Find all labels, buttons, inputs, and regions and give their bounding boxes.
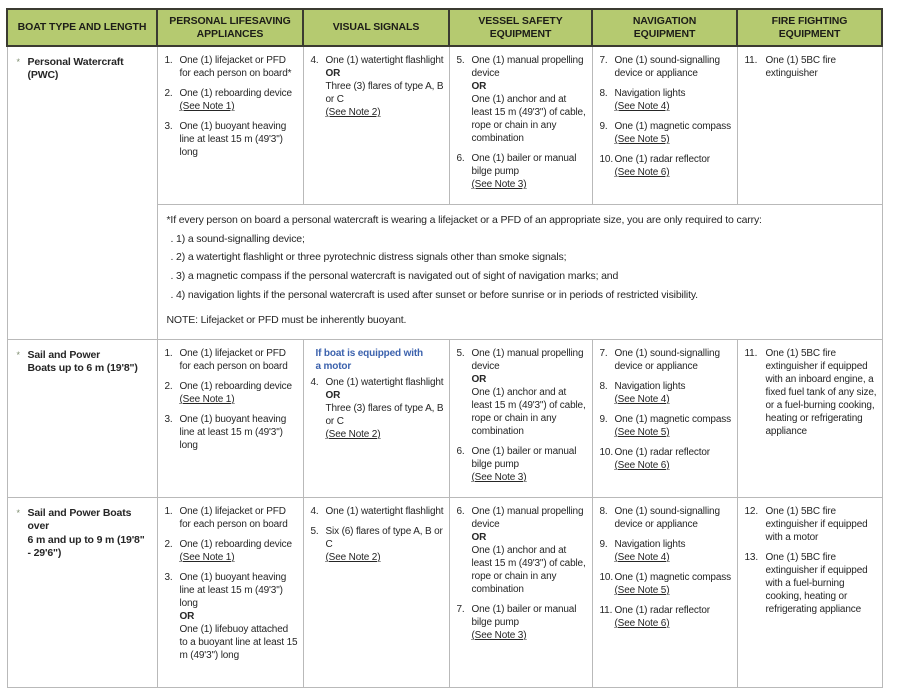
motor-condition-label: If boat is equipped with a motor	[315, 347, 424, 372]
equipment-item	[600, 347, 733, 373]
item-text	[766, 505, 878, 544]
item-text	[472, 347, 588, 438]
item-number: 1.	[164, 505, 173, 517]
item-text	[615, 380, 733, 406]
item-number: 6.	[456, 153, 465, 164]
item-number: 8.	[599, 505, 608, 517]
item-part: Six (6) flares of type A, B or C	[325, 525, 443, 550]
equipment-item	[311, 525, 445, 564]
item-part: One (1) bailer or manual bilge pump	[471, 153, 577, 177]
item-part: OR	[471, 531, 487, 543]
item-text	[766, 347, 878, 438]
item-part: One (1) lifejacket or PFD for each person on board*	[179, 55, 292, 79]
item-number: 5.	[456, 347, 465, 359]
item-text	[615, 54, 733, 80]
item-part: One (1) anchor and at least 15 m (49'3") of cable, rope or chain in any combination	[471, 386, 586, 437]
item-text	[180, 538, 299, 564]
item-part: One (1) lifebuoy attached to a buoyant line at least 15 m (49'3") long	[179, 623, 298, 661]
item-text	[180, 380, 299, 406]
item-part: One (1) reboarding device	[179, 88, 292, 99]
item-text	[615, 446, 733, 472]
equipment-item	[600, 87, 733, 113]
item-number: 3.	[164, 413, 173, 425]
note-line: NOTE: Lifejacket or PFD must be inherently buoyant.	[166, 314, 407, 327]
equipment-cell-vessel	[449, 497, 592, 687]
item-number: 2.	[164, 538, 173, 550]
equipment-cell-visual	[303, 339, 449, 497]
item-number: 11.	[599, 604, 613, 616]
item-part: OR	[325, 68, 341, 79]
item-text	[615, 413, 733, 439]
equipment-item	[311, 54, 445, 119]
item-part: One (1) magnetic compass	[614, 121, 731, 132]
boat-type	[17, 349, 153, 376]
item-text	[180, 505, 299, 531]
item-number: 7.	[599, 347, 608, 359]
equipment-item	[457, 505, 588, 596]
item-part: One (1) sound-signalling device or appliance	[614, 505, 720, 530]
item-text	[472, 152, 588, 191]
equipment-cell-visual	[303, 46, 449, 205]
equipment-item	[457, 603, 588, 642]
item-text	[180, 347, 299, 373]
see-note-link[interactable]: (See Note 5)	[614, 134, 670, 145]
item-number: 3.	[164, 121, 173, 132]
equipment-item	[165, 380, 299, 406]
item-text	[615, 87, 733, 113]
note-line: . 4) navigation lights if the personal watercraft is used after sunset or before sunrise or in periods of restricted visibility.	[170, 288, 698, 301]
item-number: 10.	[599, 154, 613, 165]
item-text	[180, 120, 299, 159]
item-part: One (1) buoyant heaving line at least 15 m (49'3") long	[179, 121, 287, 158]
item-number: 3.	[164, 571, 173, 583]
equipment-item	[600, 571, 733, 597]
equipment-item	[457, 152, 588, 191]
item-number: 4.	[310, 505, 319, 517]
item-number: 12.	[744, 505, 758, 517]
item-number: 9.	[599, 121, 608, 132]
equipment-cell-fire	[737, 339, 882, 497]
item-part: One (1) watertight flashlight	[325, 55, 444, 66]
equipment-cell-fire	[737, 46, 882, 205]
equipment-item	[600, 413, 733, 439]
pwc-exemption-note	[157, 205, 882, 340]
column-header-boat-type: BOAT TYPE AND LENGTH	[7, 9, 157, 46]
equipment-item	[600, 604, 733, 630]
item-part: One (1) 5BC fire extinguisher if equipped with a fuel-burning cooking, heating or refrigerating appliance	[765, 551, 868, 615]
item-part: Navigation lights	[614, 380, 686, 392]
boat-type	[17, 507, 153, 561]
equipment-cell-lifesaving	[157, 339, 303, 497]
equipment-item	[600, 380, 733, 406]
boat-type	[17, 56, 153, 83]
table-row	[7, 339, 882, 497]
item-text	[326, 525, 445, 564]
equipment-item	[745, 347, 878, 438]
item-text	[180, 54, 299, 80]
note-line: *If every person on board a personal watercraft is wearing a lifejacket or a PFD of an appropriate size, you are only required to carry:	[166, 214, 762, 226]
equipment-item	[311, 505, 445, 518]
item-part: One (1) manual propelling device	[471, 55, 584, 79]
equipment-item	[745, 505, 878, 544]
column-header-fire-fighting: FIRE FIGHTING EQUIPMENT	[737, 9, 882, 46]
item-text	[615, 120, 733, 146]
equipment-cell-nav	[592, 497, 737, 687]
item-part: One (1) lifejacket or PFD for each person on board	[179, 347, 288, 372]
item-text	[180, 571, 299, 662]
see-note-link[interactable]: (See Note 6)	[614, 459, 670, 471]
item-part: One (1) manual propelling device	[471, 347, 584, 372]
equipment-item	[165, 120, 299, 159]
item-text	[615, 571, 733, 597]
equipment-item	[165, 571, 299, 662]
item-text	[326, 54, 445, 119]
equipment-item	[457, 54, 588, 145]
boat-type-cell	[7, 46, 157, 339]
see-note-link[interactable]: (See Note 5)	[614, 426, 670, 438]
bullet-icon: *	[16, 507, 20, 518]
item-part: One (1) magnetic compass	[614, 571, 731, 583]
item-part: One (1) sound-signalling device or appliance	[614, 55, 720, 79]
item-number: 7.	[599, 55, 608, 66]
equipment-cell-vessel	[449, 339, 592, 497]
item-number: 5.	[456, 55, 465, 66]
item-number: 8.	[599, 380, 608, 392]
see-note-link[interactable]: (See Note 2)	[325, 107, 381, 118]
boat-type-label: Sail and Power Boats over 6 m and up to 9 m (19'8" - 29'6")	[27, 506, 145, 560]
item-part: One (1) manual propelling device	[471, 505, 584, 530]
item-part: One (1) 5BC fire extinguisher	[765, 55, 836, 79]
equipment-item	[600, 54, 733, 80]
equipment-item	[311, 376, 445, 441]
item-number: 9.	[599, 538, 608, 550]
item-part: One (1) reboarding device	[179, 380, 292, 392]
equipment-item	[457, 347, 588, 438]
item-number: 6.	[456, 505, 465, 517]
equipment-cell-lifesaving	[157, 497, 303, 687]
equipment-item	[745, 551, 878, 616]
item-text	[472, 505, 588, 596]
item-part: One (1) anchor and at least 15 m (49'3") of cable, rope or chain in any combination	[471, 544, 586, 595]
item-part: One (1) radar reflector	[614, 604, 710, 616]
item-number: 6.	[456, 445, 465, 457]
bullet-icon: *	[16, 349, 20, 360]
boat-type-label: Personal Watercraft (PWC)	[27, 56, 124, 82]
equipment-item	[165, 87, 299, 113]
equipment-item	[600, 446, 733, 472]
item-number: 8.	[599, 88, 608, 99]
item-part: Navigation lights	[614, 538, 686, 550]
item-part: One (1) sound-signalling device or appliance	[614, 347, 720, 372]
item-number: 11.	[744, 55, 758, 66]
see-note-link[interactable]: (See Note 3)	[471, 629, 527, 641]
equipment-item	[165, 413, 299, 452]
column-header-lifesaving: PERSONAL LIFESAVING APPLIANCES	[157, 9, 303, 46]
equipment-item	[165, 538, 299, 564]
equipment-cell-vessel	[449, 46, 592, 205]
column-header-vessel-safety: VESSEL SAFETY EQUIPMENT	[449, 9, 592, 46]
item-number: 11.	[744, 347, 758, 359]
item-part: Navigation lights	[614, 88, 686, 99]
item-number: 7.	[456, 603, 465, 615]
item-number: 4.	[310, 376, 319, 388]
equipment-cell-fire	[737, 497, 882, 687]
item-number: 10.	[599, 446, 613, 458]
see-note-link[interactable]: (See Note 4)	[614, 551, 670, 563]
equipment-cell-lifesaving	[157, 46, 303, 205]
equipment-item	[600, 153, 733, 179]
item-part: OR	[471, 81, 487, 92]
item-text	[766, 551, 878, 616]
header-row	[7, 9, 882, 46]
column-header-navigation: NAVIGATION EQUIPMENT	[592, 9, 737, 46]
see-note-link[interactable]: (See Note 1)	[179, 551, 235, 563]
item-part: One (1) reboarding device	[179, 538, 292, 550]
boat-type-cell	[7, 497, 157, 687]
item-part: Three (3) flares of type A, B or C	[325, 81, 444, 105]
table-row	[7, 46, 882, 205]
item-part: One (1) radar reflector	[614, 154, 710, 165]
equipment-item	[165, 347, 299, 373]
item-number: 1.	[164, 347, 173, 359]
item-part: One (1) lifejacket or PFD for each person on board	[179, 505, 288, 530]
safety-equipment-table	[6, 8, 883, 688]
item-number: 13.	[744, 551, 758, 563]
item-text	[766, 54, 878, 80]
equipment-item	[457, 445, 588, 484]
equipment-item	[600, 538, 733, 564]
item-number: 10.	[599, 571, 613, 583]
see-note-link[interactable]: (See Note 3)	[471, 471, 527, 483]
see-note-link[interactable]: (See Note 5)	[614, 584, 670, 596]
equipment-item	[165, 505, 299, 531]
see-note-link[interactable]: (See Note 6)	[614, 167, 670, 178]
equipment-item	[745, 54, 878, 80]
item-part: One (1) bailer or manual bilge pump	[471, 603, 577, 628]
equipment-item	[600, 505, 733, 531]
item-part: One (1) bailer or manual bilge pump	[471, 445, 577, 470]
item-number: 2.	[164, 88, 173, 99]
see-note-link[interactable]: (See Note 1)	[179, 393, 235, 405]
table-row	[7, 497, 882, 687]
see-note-link[interactable]: (See Note 1)	[179, 101, 235, 112]
item-part: One (1) 5BC fire extinguisher if equipped with an inboard engine, a fixed fuel tank of any size, or a fuel-burning cooking, heating or refrigerating appliance	[765, 347, 877, 437]
item-text	[472, 54, 588, 145]
note-line: . 2) a watertight flashlight or three pyrotechnic distress signals other than smoke signals;	[170, 251, 567, 264]
note-line: . 1) a sound-signalling device;	[170, 232, 305, 245]
item-text	[615, 538, 733, 564]
bullet-icon: *	[16, 57, 20, 67]
equipment-item	[165, 54, 299, 80]
item-part: OR	[471, 373, 487, 385]
item-text	[615, 604, 733, 630]
see-note-link[interactable]: (See Note 4)	[614, 101, 670, 112]
item-text	[180, 87, 299, 113]
equipment-item	[600, 120, 733, 146]
item-text	[326, 505, 445, 518]
column-header-visual-signals: VISUAL SIGNALS	[303, 9, 449, 46]
item-part: One (1) magnetic compass	[614, 413, 731, 425]
item-number: 4.	[310, 55, 319, 66]
equipment-cell-nav	[592, 46, 737, 205]
item-number: 5.	[310, 525, 319, 537]
item-part: One (1) watertight flashlight	[325, 376, 444, 388]
item-text	[615, 347, 733, 373]
equipment-cell-nav	[592, 339, 737, 497]
item-part: One (1) radar reflector	[614, 446, 710, 458]
item-text	[615, 505, 733, 531]
item-number: 1.	[164, 55, 173, 66]
item-text	[472, 603, 588, 642]
item-part: Three (3) flares of type A, B or C	[325, 402, 444, 427]
see-note-link[interactable]: (See Note 2)	[325, 551, 381, 563]
item-part: One (1) anchor and at least 15 m (49'3") of cable, rope or chain in any combination	[471, 94, 586, 144]
item-part: OR	[179, 610, 195, 622]
see-note-link[interactable]: (See Note 3)	[471, 179, 527, 190]
see-note-link[interactable]: (See Note 4)	[614, 393, 670, 405]
see-note-link[interactable]: (See Note 2)	[325, 428, 381, 440]
item-part: One (1) buoyant heaving line at least 15 m (49'3") long	[179, 413, 287, 451]
item-part: OR	[325, 389, 341, 401]
item-text	[180, 413, 299, 452]
boat-type-label: Sail and Power Boats up to 6 m (19'8")	[27, 348, 138, 375]
item-text	[326, 376, 445, 441]
see-note-link[interactable]: (See Note 6)	[614, 617, 670, 629]
item-part: One (1) 5BC fire extinguisher if equipped with a motor	[765, 505, 868, 543]
item-number: 2.	[164, 380, 173, 392]
boat-type-cell	[7, 339, 157, 497]
item-text	[615, 153, 733, 179]
item-part: One (1) watertight flashlight	[325, 505, 444, 517]
item-number: 9.	[599, 413, 608, 425]
item-text	[472, 445, 588, 484]
equipment-cell-visual	[303, 497, 449, 687]
item-part: One (1) buoyant heaving line at least 15 m (49'3") long	[179, 571, 287, 609]
note-line: . 3) a magnetic compass if the personal watercraft is navigated out of sight of navigation marks; and	[170, 269, 619, 282]
